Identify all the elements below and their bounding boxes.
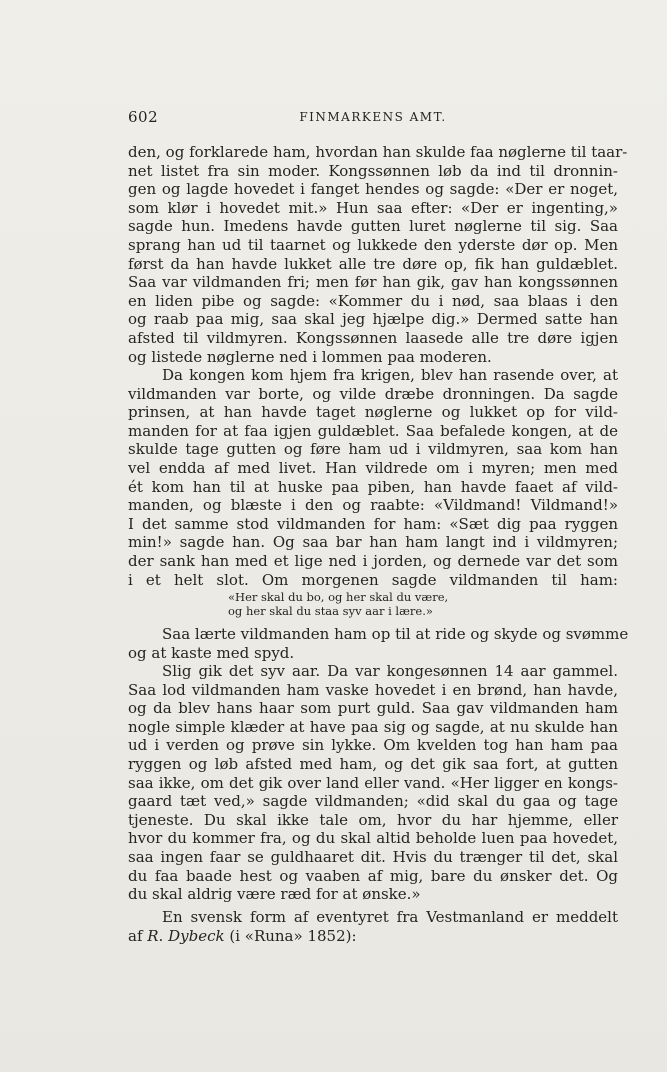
text-line: saa ikke, om det gik over land eller vand. «Her ligger en kongs- — [128, 773, 618, 792]
text-line: nogle simple klæder at have paa sig og sagde, at nu skulde han — [128, 717, 618, 736]
text-line-with-author — [128, 927, 618, 946]
text-line: der sank han med et lige ned i jorden, og dernede var det som — [128, 551, 618, 570]
paragraph-5 — [128, 908, 618, 945]
text-line: sagde hun. Imedens havde gutten luret nøglerne til sig. Saa — [128, 217, 618, 236]
verse-line: og her skal du staa syv aar i lære.» — [228, 604, 433, 618]
text-fragment: (i «Runa» 1852): — [224, 926, 357, 945]
paragraph-4 — [128, 662, 618, 904]
page-number: 602 — [128, 108, 159, 126]
text-line: du skal aldrig være ræd for at ønske.» — [128, 885, 421, 904]
text-line: Saa lod vildmanden ham vaske hovedet i en brønd, han havde, — [128, 680, 618, 699]
paragraph-1 — [128, 143, 628, 366]
text-line: gen og lagde hovedet i fanget hendes og sagde: «Der er noget, — [128, 180, 618, 199]
running-title: FINMARKENS AMT. — [299, 110, 447, 124]
text-line: manden, og blæste i den og raabte: «Vildmand! Vildmand!» — [128, 496, 618, 515]
text-line: Saa var vildmanden fri; men før han gik, gav han kongssønnen — [128, 273, 618, 292]
author-name: R. Dybeck — [147, 926, 225, 945]
text-line: og listede nøglerne ned i lommen paa moderen. — [128, 347, 492, 366]
text-line: gaard tæt ved,» sagde vildmanden; «did skal du gaa og tage — [128, 792, 618, 811]
text-line: vel endda af med livet. Han vildrede om i myren; men med — [128, 458, 618, 477]
text-line: som klør i hovedet mit.» Hun saa efter: «Der er ingenting,» — [128, 198, 618, 217]
paragraph-2 — [128, 366, 618, 589]
paragraph-3 — [128, 625, 629, 662]
text-line: du faa baade hest og vaaben af mig, bare du ønsker det. Og — [128, 866, 618, 885]
text-line: Da kongen kom hjem fra krigen, blev han rasende over, at — [162, 366, 618, 384]
text-line: og da blev hans haar som purt guld. Saa gav vildmanden ham — [128, 699, 618, 718]
text-line: den, og forklarede ham, hvordan han skulde faa nøglerne til taar- — [128, 143, 628, 161]
text-line: ud i verden og prøve sin lykke. Om kvelden tog han ham paa — [128, 736, 618, 755]
text-fragment: af — [128, 926, 148, 945]
text-line: prinsen, at han havde taget nøglerne og lukket op for vild- — [128, 403, 618, 422]
text-line: net listet fra sin moder. Kongssønnen løb da ind til dronnin- — [128, 161, 618, 180]
verse-line: «Her skal du bo, og her skal du være, — [228, 590, 449, 604]
text-line: min!» sagde han. Og saa bar han ham langt ind i vildmyren; — [128, 533, 618, 552]
text-line: tjeneste. Du skal ikke tale om, hvor du har hjemme, eller — [128, 810, 618, 829]
text-line: Slig gik det syv aar. Da var kongesønnen 14 aar gammel. — [162, 662, 618, 680]
text-line: I det samme stod vildmanden for ham: «Sæt dig paa ryggen — [128, 514, 618, 533]
text-line: og at kaste med spyd. — [128, 643, 295, 662]
text-line: sprang han ud til taarnet og lukkede den yderste dør op. Men — [128, 235, 618, 254]
verse — [228, 590, 568, 618]
text-line: manden for at faa igjen guldæblet. Saa befalede kongen, at de — [128, 421, 618, 440]
text-line: ryggen og løb afsted med ham, og det gik saa fort, at gutten — [128, 754, 618, 773]
text-line: vildmanden var borte, og vilde dræbe dronningen. Da sagde — [128, 384, 618, 403]
text-line: En svensk form af eventyret fra Vestmanland er meddelt — [162, 908, 618, 926]
page-header — [128, 108, 618, 128]
text-line: og raab paa mig, saa skal jeg hjælpe dig.» Dermed satte han — [128, 310, 618, 329]
text-line: først da han havde lukket alle tre døre op, fik han guldæblet. — [128, 254, 618, 273]
text-line: ét kom han til at huske paa piben, han havde faaet af vild- — [128, 477, 618, 496]
text-line: skulde tage gutten og føre ham ud i vildmyren, saa kom han — [128, 440, 618, 459]
text-line: afsted til vildmyren. Kongssønnen laasede alle tre døre igjen — [128, 328, 618, 347]
text-line: en liden pibe og sagde: «Kommer du i nød, saa blaas i den — [128, 291, 618, 310]
text-line: hvor du kommer fra, og du skal altid beholde luen paa hovedet, — [128, 829, 618, 848]
text-line: Saa lærte vildmanden ham op til at ride og skyde og svømme — [162, 625, 629, 643]
text-line: saa ingen faar se guldhaaret dit. Hvis du trænger til det, skal — [128, 847, 618, 866]
text-line: i et helt slot. Om morgenen sagde vildmanden til ham: — [128, 570, 618, 589]
